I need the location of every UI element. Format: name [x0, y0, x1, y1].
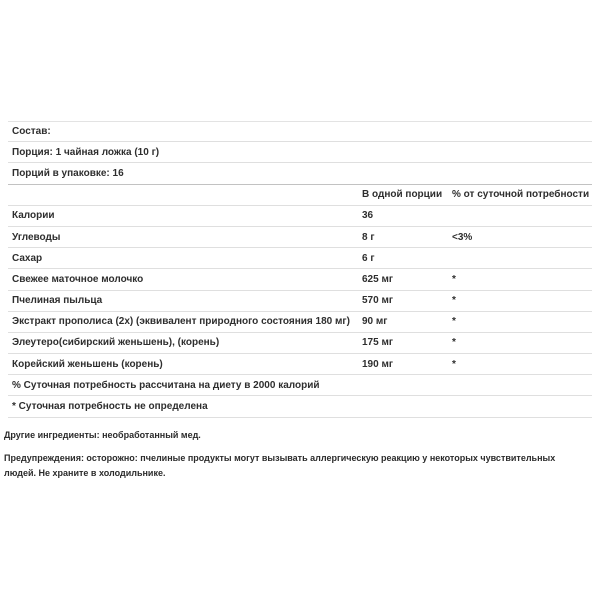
table-row-sugar: [8, 248, 592, 269]
table-footnote-not-established: [8, 396, 592, 417]
nutrient-amount: 175 мг: [362, 337, 394, 349]
serving-size: Порция: 1 чайная ложка (10 г): [12, 146, 160, 158]
nutrient-label: Сахар: [12, 252, 43, 264]
nutrient-label: Корейский женьшень (корень): [12, 358, 163, 370]
nutrient-daily-value: *: [452, 295, 456, 307]
warnings-line-1: Предупреждения: осторожно: пчелиные продукты могут вызывать аллергическую реакцию у некоторых чувствительных: [4, 453, 556, 463]
nutrient-label: Экстракт прополиса (2x) (эквивалент природного состояния 180 мг): [12, 316, 350, 328]
warnings-line-2: людей. Не храните в холодильнике.: [4, 467, 166, 478]
table-row-calories: [8, 206, 592, 227]
nutrient-daily-value: *: [452, 316, 456, 328]
table-row-carbs: [8, 227, 592, 248]
nutrient-amount: 90 мг: [362, 316, 388, 328]
supplement-facts-table: [8, 121, 592, 418]
column-header-daily-value: % от суточной потребности: [452, 189, 590, 201]
nutrient-amount: 36: [362, 210, 374, 222]
nutrient-daily-value: *: [452, 337, 456, 349]
nutrient-amount: 570 мг: [362, 295, 394, 307]
warnings-text: [4, 451, 596, 480]
nutrient-amount: 8 г: [362, 231, 375, 243]
nutrient-daily-value: *: [452, 358, 456, 370]
table-row-bee-pollen: [8, 291, 592, 312]
table-row-propolis: [8, 312, 592, 333]
table-row-royal-jelly: [8, 269, 592, 290]
ingredients-heading: Состав:: [12, 126, 51, 138]
nutrient-label: Калории: [12, 210, 55, 222]
footnote-text: * Суточная потребность не определена: [12, 401, 208, 413]
nutrient-amount: 190 мг: [362, 358, 394, 370]
other-ingredients-text: Другие ингредиенты: необработанный мед.: [4, 430, 201, 440]
table-header-row: [8, 185, 592, 206]
nutrient-daily-value: <3%: [452, 231, 473, 243]
nutrient-daily-value: *: [452, 273, 456, 285]
table-row-eleuthero: [8, 333, 592, 354]
servings-per-container: Порций в упаковке: 16: [12, 167, 124, 179]
table-row-servings-per-container: [8, 163, 592, 184]
nutrient-amount: 625 мг: [362, 273, 394, 285]
table-row-serving-size: [8, 142, 592, 163]
nutrient-label: Пчелиная пыльца: [12, 295, 103, 307]
nutrient-label: Свежее маточное молочко: [12, 273, 144, 285]
table-row-ingredients-heading: [8, 121, 592, 142]
nutrient-label: Элеутеро(сибирский женьшень), (корень): [12, 337, 220, 349]
column-header-amount: В одной порции: [362, 189, 443, 201]
footnote-text: % Суточная потребность рассчитана на диету в 2000 калорий: [12, 379, 320, 391]
nutrient-amount: 6 г: [362, 252, 375, 264]
table-footnote-daily-value: [8, 375, 592, 396]
table-row-korean-ginseng: [8, 354, 592, 375]
nutrient-label: Углеводы: [12, 231, 61, 243]
